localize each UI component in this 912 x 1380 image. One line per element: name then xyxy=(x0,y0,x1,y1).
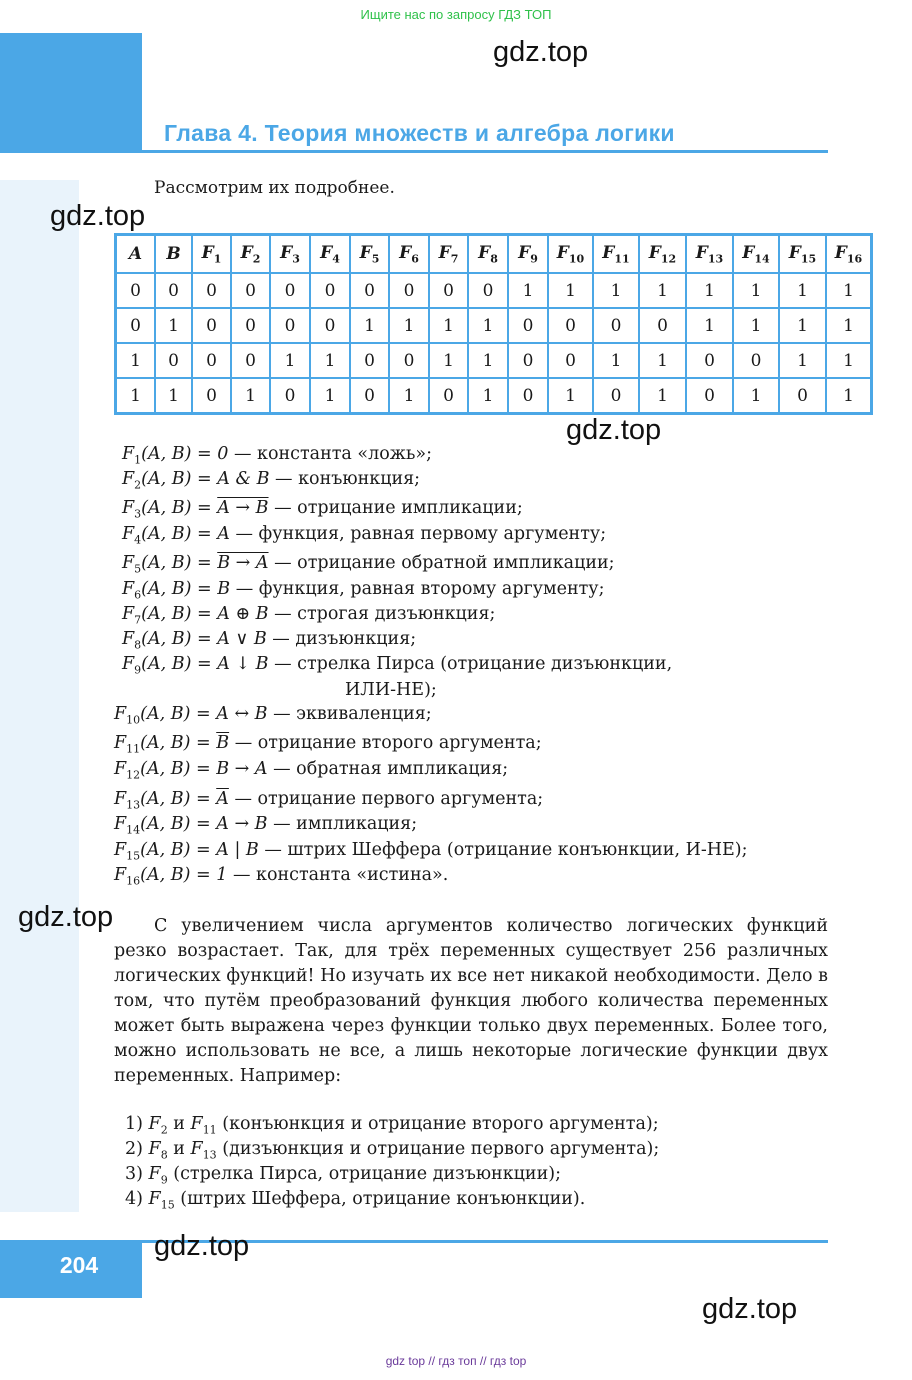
function-line-f16: $F_{16}(A$, B) = 1 — константа «истина». xyxy=(114,865,449,888)
table-header-cell: $F_8$ xyxy=(468,235,508,274)
function-line-f12: $F_{12}(A$, B) = B → A — обратная импликация; xyxy=(114,759,509,782)
watermark: gdz.top xyxy=(18,901,114,933)
table-cell: 0 xyxy=(155,343,192,378)
table-cell: 0 xyxy=(508,308,548,343)
table-cell: 0 xyxy=(350,378,389,414)
table-header-cell: $F_{10}$ xyxy=(548,235,593,274)
function-line-f8: $F_8(A$, B) = A ∨ B — дизъюнкция; xyxy=(122,629,417,652)
table-cell: 0 xyxy=(270,378,310,414)
table-cell: 1 xyxy=(231,378,270,414)
table-cell: 1 xyxy=(826,308,872,343)
function-line-f13: $F_{13}(A$, $B) = \overline{A}$ — отрицание первого аргумента; xyxy=(114,789,544,812)
table-cell: 1 xyxy=(429,308,468,343)
table-cell: 0 xyxy=(429,273,468,308)
table-cell: 1 xyxy=(686,308,733,343)
promo-banner: Ищите нас по запросу ГДЗ ТОП xyxy=(360,7,552,22)
function-line-f11: $F_{11}(A$, $B) = \overline{B}$ — отрицание второго аргумента; xyxy=(114,733,542,756)
table-cell: 1 xyxy=(593,343,639,378)
table-header-cell: $F_1$ xyxy=(192,235,231,274)
table-cell: 0 xyxy=(508,343,548,378)
table-cell: 0 xyxy=(548,308,593,343)
table-header-row xyxy=(116,235,872,274)
table-header-cell: $F_2$ xyxy=(231,235,270,274)
table-cell: 1 xyxy=(733,273,779,308)
table-row xyxy=(116,273,872,308)
table-cell: 0 xyxy=(350,273,389,308)
list-item: 2) $F_8$ и $F_{13}$ (дизъюнкция и отрицание первого аргумента); xyxy=(125,1139,660,1162)
table-row xyxy=(116,378,872,414)
table-row xyxy=(116,308,872,343)
table-header-cell: $F_{13}$ xyxy=(686,235,733,274)
table-cell: 0 xyxy=(192,308,231,343)
watermark: gdz.top xyxy=(154,1230,250,1262)
function-line-f1: $F_1(A$, B) = 0 — константа «ложь»; xyxy=(122,444,433,467)
table-cell: 1 xyxy=(468,378,508,414)
table-cell: 0 xyxy=(310,273,350,308)
table-cell: 1 xyxy=(155,308,192,343)
table-cell: 0 xyxy=(389,273,429,308)
table-cell: 0 xyxy=(231,273,270,308)
table-header-cell: $F_{16}$ xyxy=(826,235,872,274)
table-cell: 1 xyxy=(389,378,429,414)
table-cell: 1 xyxy=(116,378,156,414)
watermark: gdz.top xyxy=(50,200,146,232)
chapter-corner-block xyxy=(0,33,142,153)
table-cell: 1 xyxy=(826,273,872,308)
table-header-cell: $F_{12}$ xyxy=(639,235,686,274)
chapter-divider xyxy=(142,150,828,153)
table-cell: 1 xyxy=(468,343,508,378)
table-cell: 0 xyxy=(192,378,231,414)
table-cell: 1 xyxy=(779,308,826,343)
side-margin-band xyxy=(0,180,79,1212)
table-cell: 0 xyxy=(733,343,779,378)
table-cell: 0 xyxy=(270,308,310,343)
table-cell: 1 xyxy=(686,273,733,308)
page-number: 204 xyxy=(59,1252,99,1278)
table-cell: 1 xyxy=(508,273,548,308)
watermark: gdz.top xyxy=(566,414,662,446)
table-header-cell: $F_{14}$ xyxy=(733,235,779,274)
table-header-cell: $F_4$ xyxy=(310,235,350,274)
table-cell: 1 xyxy=(548,378,593,414)
table-cell: 1 xyxy=(548,273,593,308)
table-cell: 0 xyxy=(593,378,639,414)
table-header-cell: $F_7$ xyxy=(429,235,468,274)
function-line-f7: $F_7(A$, B) = A ⊕ B — строгая дизъюнкция; xyxy=(122,604,496,627)
function-line-f9-continuation: ИЛИ-НЕ); xyxy=(345,680,437,700)
table-cell: 0 xyxy=(686,343,733,378)
table-cell: 1 xyxy=(270,343,310,378)
intro-text: Рассмотрим их подробнее. xyxy=(154,178,395,198)
table-cell: 0 xyxy=(548,343,593,378)
list-item: 4) $F_{15}$ (штрих Шеффера, отрицание конъюнкции). xyxy=(125,1189,586,1212)
table-cell: 1 xyxy=(779,273,826,308)
table-cell: 0 xyxy=(686,378,733,414)
table-header-cell: $F_{11}$ xyxy=(593,235,639,274)
watermark: gdz.top xyxy=(493,36,589,68)
table-cell: 0 xyxy=(779,378,826,414)
function-line-f6: $F_6(A$, B) = B — функция, равная второму аргументу; xyxy=(122,579,605,602)
function-line-f5: $F_5(A$, B) = B → A — отрицание обратной импликации; xyxy=(122,553,615,576)
table-cell: 1 xyxy=(310,378,350,414)
table-cell: 0 xyxy=(429,378,468,414)
table-cell: 1 xyxy=(639,273,686,308)
table-cell: 0 xyxy=(639,308,686,343)
table-cell: 0 xyxy=(155,273,192,308)
table-header-cell: $F_9$ xyxy=(508,235,548,274)
list-item: 3) $F_9$ (стрелка Пирса, отрицание дизъюнкции); xyxy=(125,1164,561,1187)
footer-links: gdz top // гдз топ // гдз top xyxy=(385,1354,527,1368)
table-header-cell: $F_3$ xyxy=(270,235,310,274)
table-cell: 1 xyxy=(639,343,686,378)
function-line-f4: $F_4(A$, B) = A — функция, равная первому аргументу; xyxy=(122,524,607,547)
table-cell: 0 xyxy=(231,343,270,378)
table-header-cell: B xyxy=(155,235,192,274)
chapter-title: Глава 4. Теория множеств и алгебра логики xyxy=(164,120,675,146)
table-cell: 1 xyxy=(155,378,192,414)
table-header-cell: $F_{15}$ xyxy=(779,235,826,274)
table-cell: 1 xyxy=(468,308,508,343)
table-cell: 0 xyxy=(593,308,639,343)
table-cell: 1 xyxy=(639,378,686,414)
function-line-f9: $F_9(A$, B) = A ↓ B — стрелка Пирса (отрицание дизъюнкции, xyxy=(122,654,673,677)
table-cell: 1 xyxy=(310,343,350,378)
table-header-cell: $F_5$ xyxy=(350,235,389,274)
table-cell: 0 xyxy=(116,273,156,308)
function-line-f2: $F_2(A$, B) = A & B — конъюнкция; xyxy=(122,469,421,492)
function-line-f10: $F_{10}(A$, B) = A ↔ B — эквиваленция; xyxy=(114,704,432,727)
table-cell: 1 xyxy=(826,343,872,378)
table-cell: 0 xyxy=(116,308,156,343)
table-cell: 0 xyxy=(468,273,508,308)
table-cell: 1 xyxy=(389,308,429,343)
table-cell: 1 xyxy=(826,378,872,414)
table-cell: 0 xyxy=(192,273,231,308)
table-header-cell: A xyxy=(116,235,156,274)
table-cell: 0 xyxy=(192,343,231,378)
table-cell: 1 xyxy=(593,273,639,308)
table-cell: 1 xyxy=(733,308,779,343)
table-cell: 1 xyxy=(429,343,468,378)
function-line-f3: $F_3(A$, B) = A → B — отрицание импликации; xyxy=(122,498,523,521)
table-cell: 0 xyxy=(508,378,548,414)
table-cell: 1 xyxy=(350,308,389,343)
table-cell: 0 xyxy=(231,308,270,343)
table-header-cell: $F_6$ xyxy=(389,235,429,274)
table-cell: 1 xyxy=(779,343,826,378)
table-cell: 0 xyxy=(350,343,389,378)
table-cell: 0 xyxy=(310,308,350,343)
truth-table xyxy=(114,233,873,415)
table-cell: 0 xyxy=(389,343,429,378)
body-paragraph: С увеличением числа аргументов количество логических функций резко возрастает. Так, для трёх переменных существует 256 различных логических функций! Но изучать их все нет никакой необходимости. Дело в том, что путём преобразований функция любого количества переменных может быть выражена через функции только двух переменных. Более того, можно использовать не все, а лишь некоторые логические функции двух переменных. Например: xyxy=(114,916,828,1086)
watermark: gdz.top xyxy=(702,1293,798,1325)
table-row xyxy=(116,343,872,378)
table-cell: 1 xyxy=(116,343,156,378)
function-line-f14: $F_{14}(A$, B) = A → B — импликация; xyxy=(114,814,418,837)
table-cell: 1 xyxy=(733,378,779,414)
function-line-f15: $F_{15}(A$, B) = A | B — штрих Шеффера (отрицание конъюнкции, И-НЕ); xyxy=(114,840,748,863)
table-cell: 0 xyxy=(270,273,310,308)
list-item: 1) $F_2$ и $F_{11}$ (конъюнкция и отрицание второго аргумента); xyxy=(125,1114,659,1137)
